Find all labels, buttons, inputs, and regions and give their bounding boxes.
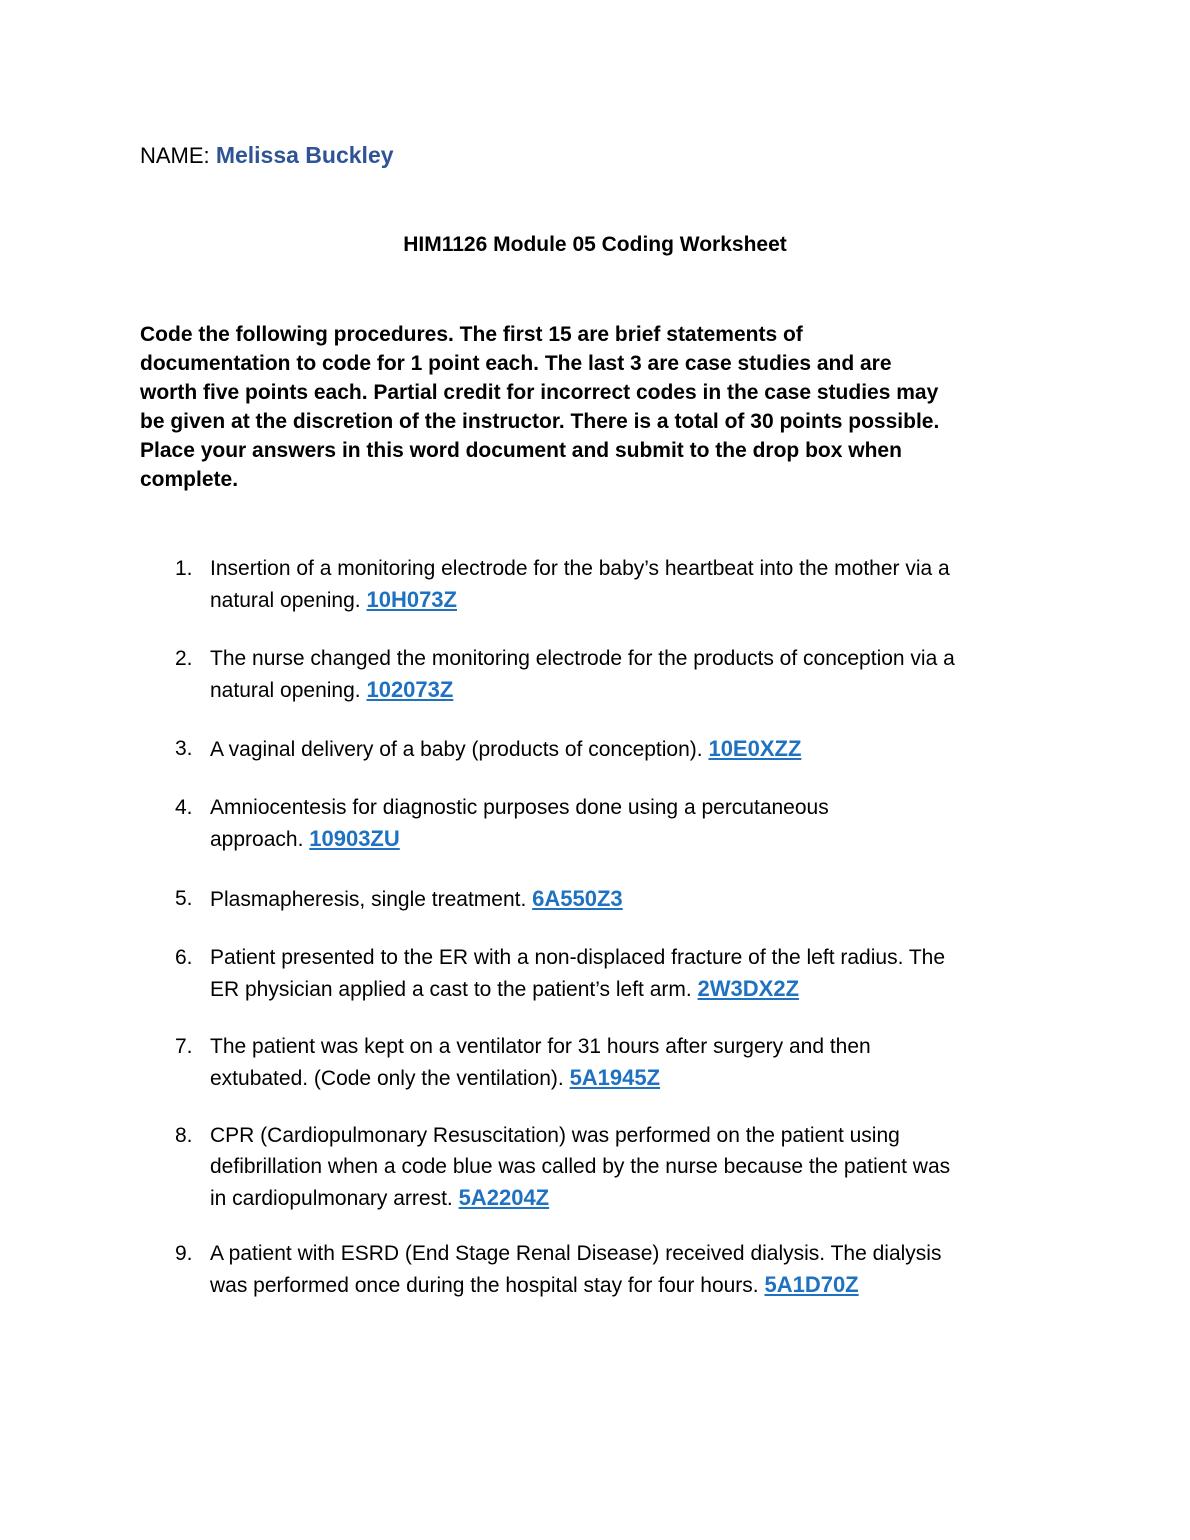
question-number: 6.: [175, 946, 193, 969]
question-number: 1.: [175, 557, 193, 580]
question-text: Plasmapheresis, single treatment.: [210, 888, 533, 911]
question-number: 5.: [175, 887, 193, 910]
question-item-3: [175, 733, 1055, 765]
question-text: Patient presented to the ER with a non-displaced fracture of the left radius. The ER physician applied a cast to the patient’s left arm.: [210, 946, 946, 1001]
question-number: 2.: [175, 647, 193, 670]
name-line: [140, 141, 394, 170]
question-item-4: [175, 792, 1055, 855]
question-number: 3.: [175, 737, 193, 760]
question-text: CPR (Cardiopulmonary Resuscitation) was performed on the patient using defibrillation when a code blue was called by the nurse because the patient was in cardiopulmonary arrest.: [210, 1124, 951, 1210]
question-number: 4.: [175, 796, 193, 819]
question-text: A patient with ESRD (End Stage Renal Disease) received dialysis. The dialysis was performed once during the hospital stay for four hours.: [210, 1242, 942, 1297]
student-name: Melissa Buckley: [215, 142, 394, 168]
question-item-7: [175, 1031, 1055, 1094]
question-text: Amniocentesis for diagnostic purposes done using a percutaneous approach.: [210, 796, 829, 851]
answer-code: 5A2204Z: [458, 1185, 550, 1210]
answer-code: 10903ZU: [309, 826, 400, 851]
question-item-6: [175, 942, 1055, 1005]
answer-code: 10H073Z: [366, 587, 457, 612]
question-item-8: [175, 1120, 1055, 1214]
question-item-5: [175, 883, 1055, 915]
question-number: 7.: [175, 1035, 193, 1058]
answer-code: 5A1D70Z: [764, 1272, 859, 1297]
question-text: The nurse changed the monitoring electrode for the products of conception via a natural opening.: [210, 647, 955, 702]
question-text: Insertion of a monitoring electrode for the baby’s heartbeat into the mother via a natural opening.: [210, 557, 950, 612]
question-number: 8.: [175, 1124, 193, 1147]
answer-code: 2W3DX2Z: [697, 976, 800, 1001]
answer-code: 6A550Z3: [532, 886, 623, 911]
worksheet-title: HIM1126 Module 05 Coding Worksheet: [403, 233, 787, 256]
question-text: The patient was kept on a ventilator for 31 hours after surgery and then extubated. (Code only the ventilation).: [210, 1035, 871, 1090]
question-item-2: [175, 643, 1055, 706]
answer-code: 10E0XZZ: [708, 736, 802, 761]
answer-code: 102073Z: [366, 677, 454, 702]
question-number: 9.: [175, 1242, 193, 1265]
question-item-9: [175, 1238, 1055, 1301]
instructions-paragraph: Code the following procedures. The first 15 are brief statements of documentation to code for 1 point each. The last 3 are case studies and are worth five points each. Partial credit for incorrect codes in the case studies may be given at the discretion of the instructor. There is a total of 30 points possible. Place your answers in this word document and submit to the drop box when complete.: [140, 323, 940, 491]
name-label: NAME:: [140, 143, 210, 168]
question-text: A vaginal delivery of a baby (products of conception).: [210, 738, 709, 761]
question-item-1: [175, 553, 1055, 616]
answer-code: 5A1945Z: [569, 1065, 661, 1090]
